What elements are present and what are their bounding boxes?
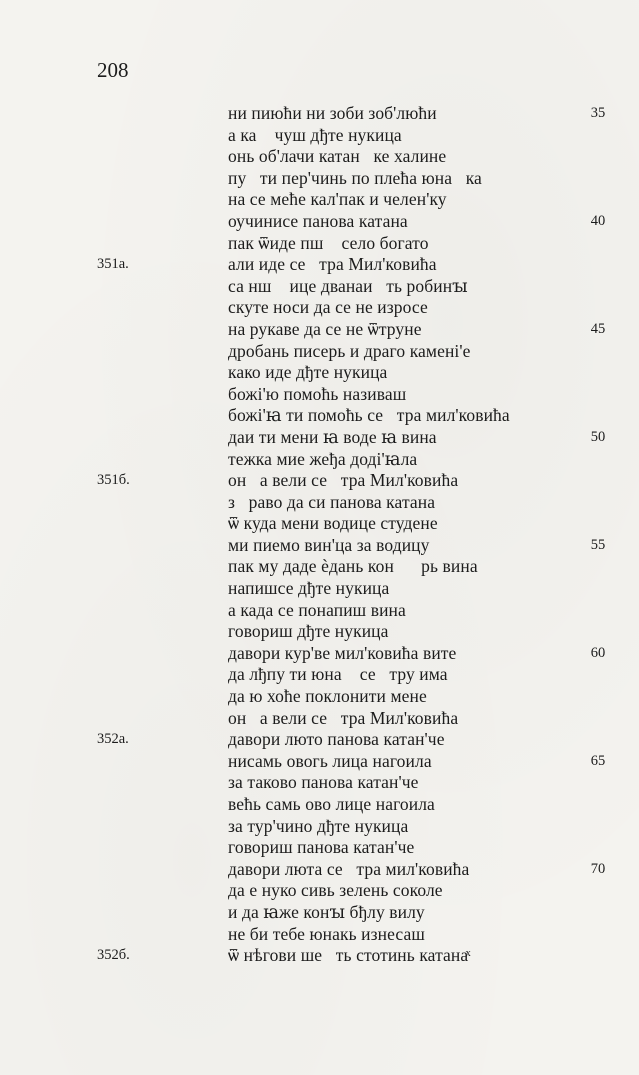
verse-line: пуᷮти пер'чинь по плећа юнаᷣка <box>228 167 482 188</box>
verse-line: давори люто панова катан'че <box>228 729 445 750</box>
verse-line: дробань писерь и драго камені'е <box>228 340 471 361</box>
line-number: 45 <box>590 321 606 337</box>
section-marker: 352a. <box>97 731 129 748</box>
verse-line: давори люта се᷷тра мил'ковића <box>228 858 470 879</box>
verse-line: како иде дђте нукица <box>228 362 388 383</box>
verse-line: ми пиемо вин'ца за водицу <box>228 534 430 555</box>
verse-line: ни пиюћи ни зоби зоб'люћи <box>228 103 437 123</box>
verse-line: и да ꙗже конꙑ бђлу вилу <box>228 901 425 922</box>
verse-line: онᷠа вели се᷷тра Мил'ковића <box>228 470 459 491</box>
verse-line: божі'ю помоћь називаш <box>228 383 407 404</box>
line-number: 50 <box>590 429 606 445</box>
verse-line: пак ѿиде пшᷠ село богато <box>228 232 429 253</box>
verse-line: да лђпу ти юнаᷣ се᷷тру има <box>228 664 448 685</box>
verse-line: божі'ꙗ ти помоћь се᷷тра мил'ковића <box>228 405 510 426</box>
line-number: 40 <box>590 213 606 229</box>
verse-block <box>228 103 558 967</box>
section-marker: 352б. <box>97 947 130 964</box>
verse-line: на рукаве да се не ѿтруне <box>228 318 422 339</box>
verse-line: пак му даде ѐдань конᷠᷮрь вина <box>228 556 478 577</box>
verse-line: а каᷣ чуш дђте нукица <box>228 124 402 145</box>
verse-line: оучинисе панова катана <box>228 210 408 231</box>
verse-line: говориш панова катан'че <box>228 837 415 858</box>
verse-line: онь об'лачи катан᷷ке халине <box>228 146 447 167</box>
line-number: 55 <box>590 537 606 553</box>
verse-line: не би тебе юнакь изнесаш <box>228 923 425 944</box>
verse-line: тежка мие жеђа доді'ꙗла <box>228 448 418 469</box>
verse-line: даи ти мени ꙗ воде ꙗ вина <box>228 426 437 447</box>
verse-line: на се мећe кал'пак и челен'ку <box>228 189 447 210</box>
verse-line: онᷠа вели се᷷тра Мил'ковића <box>228 707 459 728</box>
verse-line: са ншᷩ ице дванаи᷷ть робинꙑ <box>228 275 468 296</box>
verse-line: зᷠраво да си панова катана <box>228 491 436 512</box>
verse-line: давори кур'ве мил'ковића вите <box>228 642 457 663</box>
verse-line: да ю хоће поклонити мене <box>228 686 427 707</box>
verse-line: говориш дђте нукица <box>228 621 389 642</box>
line-number: 60 <box>590 645 606 661</box>
verse-line: али иде се᷷тра Мил'ковића <box>228 254 437 275</box>
verse-line: за таково панова катан'че <box>228 772 419 793</box>
verse-line: за тур'чино дђте нукица <box>228 815 409 836</box>
page-number: 208 <box>97 58 129 82</box>
verse-line: ѿ нѣгови ше᷷ть стотинь катанаͯ <box>228 945 469 966</box>
line-number: 70 <box>590 861 606 877</box>
verse-line: да е нуко сивь зелень соколе <box>228 880 443 901</box>
verse-line: напишсе дђте нукица <box>228 578 390 599</box>
section-marker: 351a. <box>97 256 129 273</box>
line-number: 65 <box>590 753 606 769</box>
section-marker: 351б. <box>97 472 130 489</box>
line-number: 35 <box>590 105 606 121</box>
verse-line: већь самь ово лице нагоила <box>228 794 435 814</box>
verse-line: а када се понапиш вина <box>228 599 406 620</box>
verse-line: нисамь овогь лица нагоила <box>228 750 432 771</box>
verse-line: ѿ куда мени водице студене <box>228 513 438 534</box>
verse-line: скуте носи да се не изросе <box>228 297 428 318</box>
